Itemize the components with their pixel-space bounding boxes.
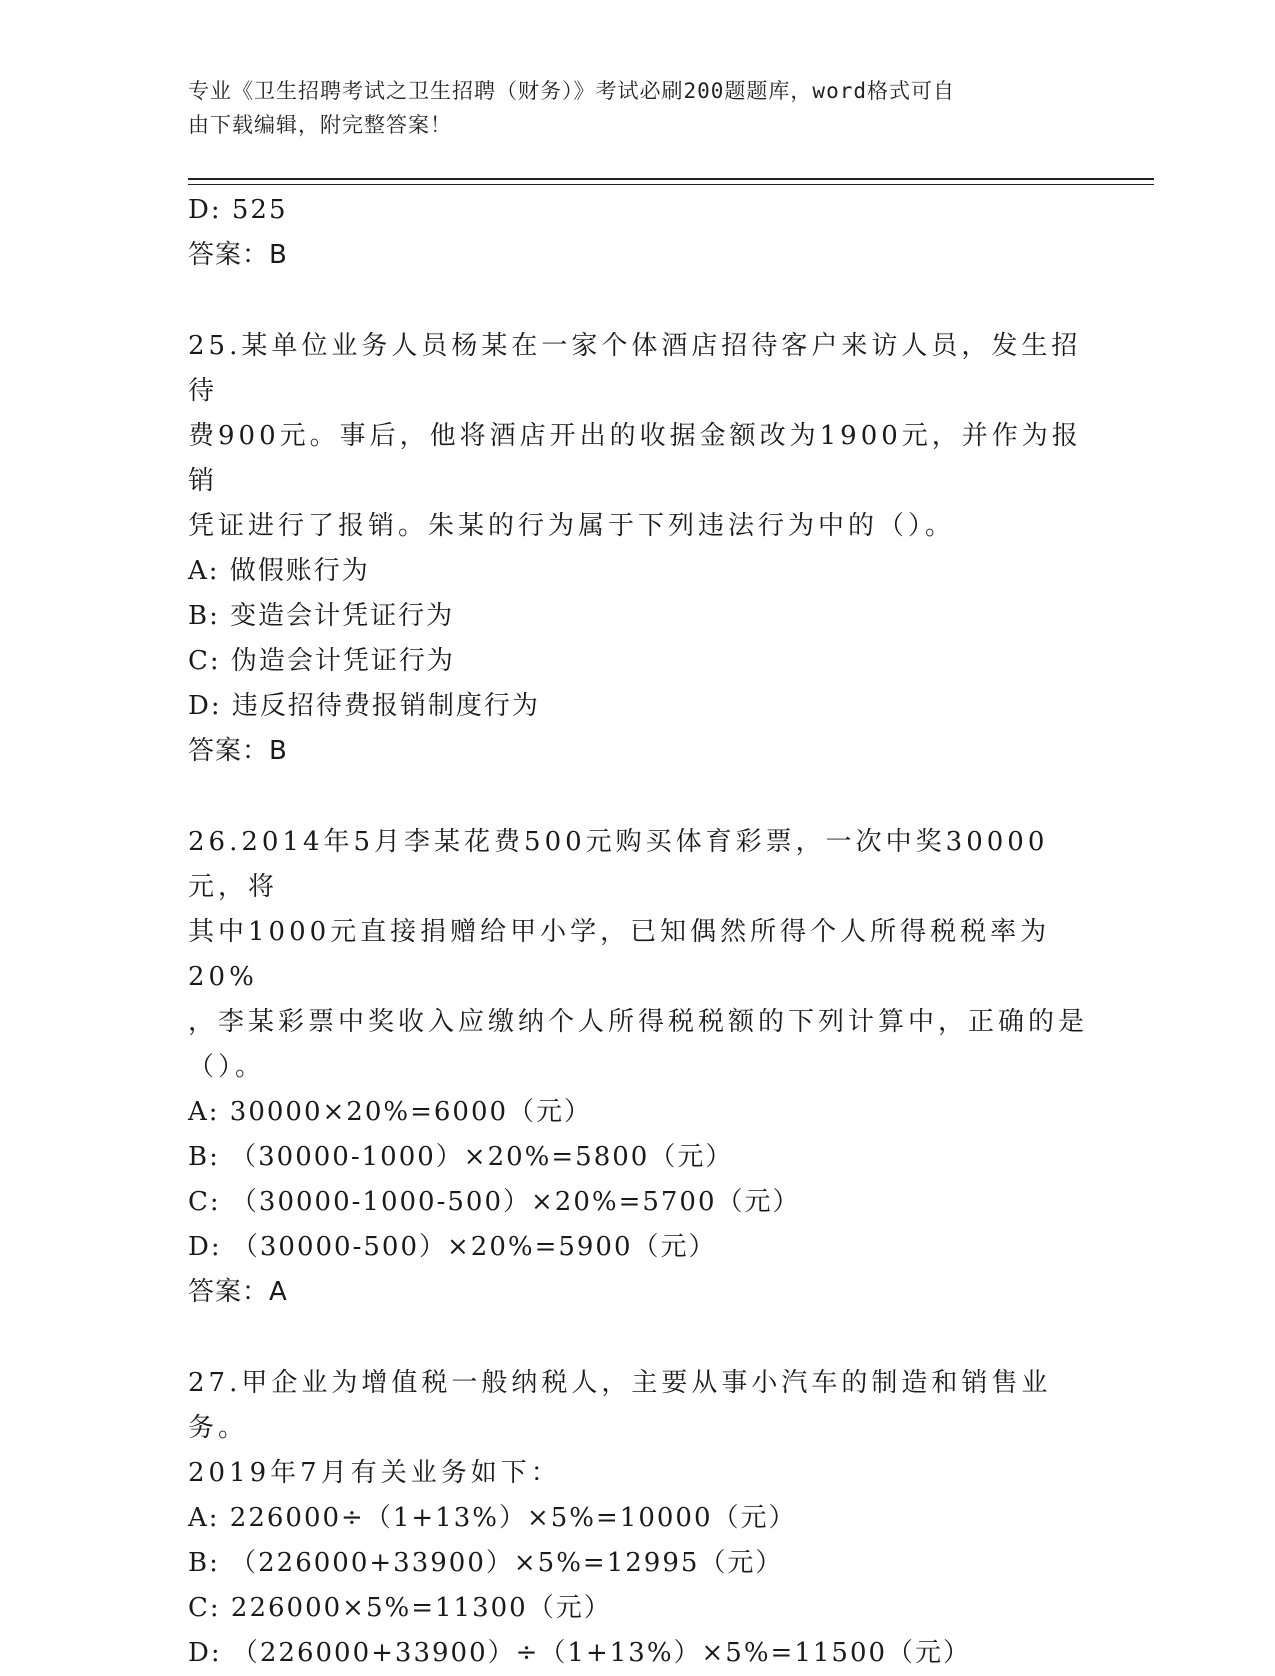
option-a: A: 做假账行为 xyxy=(188,556,370,586)
question-25 xyxy=(188,324,1088,774)
question-content xyxy=(188,188,1088,1676)
question-text-line: 凭证进行了报销。朱某的行为属于下列违法行为中的（）。 xyxy=(188,511,956,541)
option-b: B: （226000+33900）×5%=12995（元） xyxy=(188,1548,784,1578)
question-26 xyxy=(188,820,1088,1315)
answer-line: 答案：A xyxy=(188,1277,288,1307)
spacer xyxy=(188,278,1088,324)
question-text-line: 25.某单位业务人员杨某在一家个体酒店招待客户来访人员，发生招待 xyxy=(188,331,1082,406)
option-c: C: 伪造会计凭证行为 xyxy=(188,646,455,676)
previous-question-tail xyxy=(188,188,1088,278)
option-c: C: （30000-1000-500）×20%=5700（元） xyxy=(188,1187,801,1217)
option-b: B: 变造会计凭证行为 xyxy=(188,601,455,631)
question-text-line: 27.甲企业为增值税一般纳税人，主要从事小汽车的制造和销售业务。 xyxy=(188,1368,1052,1443)
question-text-line: 2019年7月有关业务如下： xyxy=(188,1458,561,1488)
question-text-line: 26.2014年5月李某花费500元购买体育彩票，一次中奖30000元，将 xyxy=(188,827,1049,902)
question-text-line: 费900元。事后，他将酒店开出的收据金额改为1900元，并作为报销 xyxy=(188,421,1082,496)
option-d: D: 525 xyxy=(188,195,288,225)
header-title-line-2: 由下载编辑，附完整答案！ xyxy=(188,113,452,137)
question-text-line: 其中1000元直接捐赠给甲小学，已知偶然所得个人所得税税率为20% xyxy=(188,917,1051,992)
option-b: B: （30000-1000）×20%=5800（元） xyxy=(188,1142,734,1172)
header-title-line-1: 专业《卫生招聘考试之卫生招聘（财务）》考试必刷200题题库，word格式可自 xyxy=(188,79,955,103)
option-d: D: （226000+33900）÷（1+13%）×5%=11500（元） xyxy=(188,1638,972,1668)
question-27 xyxy=(188,1361,1088,1676)
question-text-line: ，李某彩票中奖收入应缴纳个人所得税税额的下列计算中，正确的是 xyxy=(188,1007,1089,1037)
option-d: D: （30000-500）×20%=5900（元） xyxy=(188,1232,717,1262)
option-d: D: 违反招待费报销制度行为 xyxy=(188,691,540,721)
option-a: A: 30000×20%=6000（元） xyxy=(188,1097,593,1127)
page-header xyxy=(188,74,1068,142)
answer-line: 答案：B xyxy=(188,736,288,766)
question-text-line: （）。 xyxy=(188,1052,266,1082)
header-divider-thin xyxy=(188,184,1154,185)
header-divider-thick xyxy=(188,178,1154,180)
spacer xyxy=(188,774,1088,820)
option-a: A: 226000÷（1+13%）×5%=10000（元） xyxy=(188,1503,797,1533)
option-c: C: 226000×5%=11300（元） xyxy=(188,1593,612,1623)
answer-line: 答案：B xyxy=(188,240,288,270)
spacer xyxy=(188,1315,1088,1361)
